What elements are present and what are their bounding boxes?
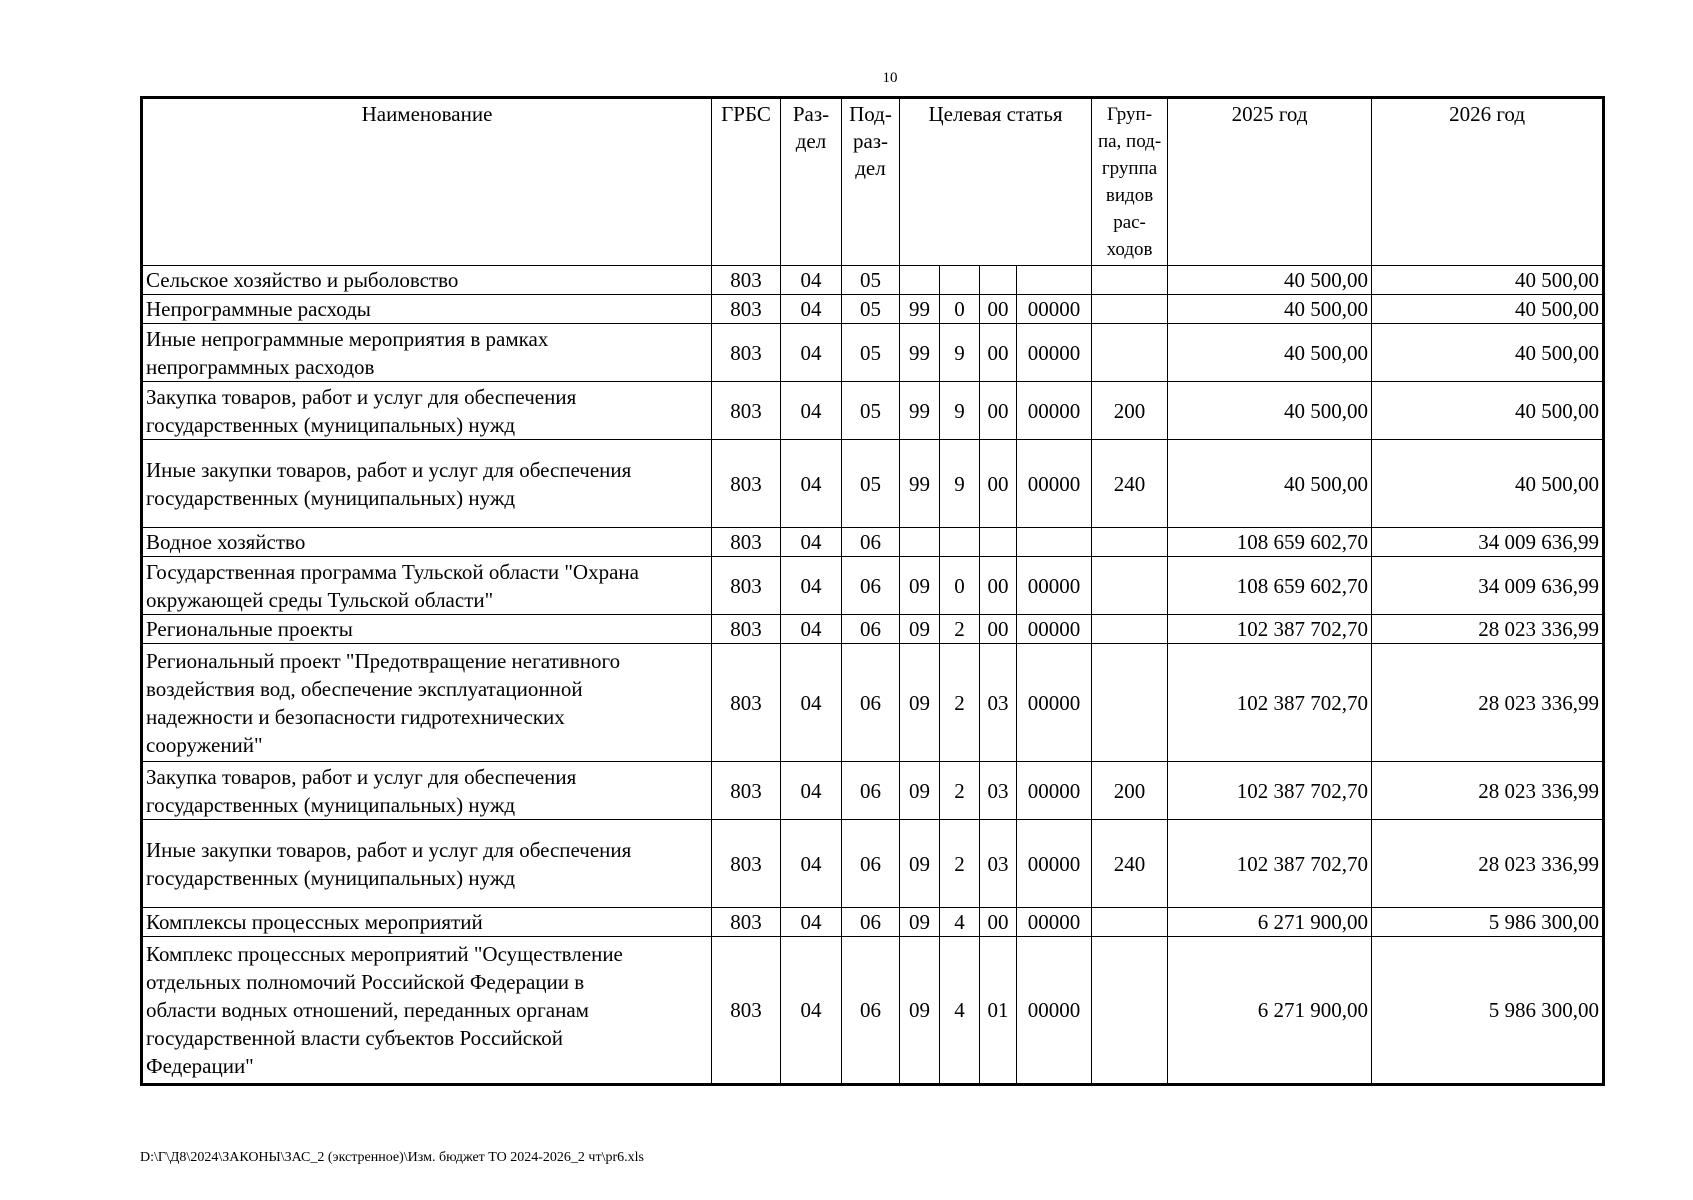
row-target-event: 00	[980, 908, 1017, 937]
row-grbs: 803	[712, 440, 781, 528]
row-podrazdel: 06	[842, 615, 900, 644]
row-razdel: 04	[781, 440, 842, 528]
row-podrazdel: 05	[842, 295, 900, 324]
row-amount-2026: 34 009 636,99	[1372, 528, 1604, 557]
row-podrazdel: 06	[842, 644, 900, 762]
row-amount-2025: 40 500,00	[1168, 295, 1372, 324]
row-name: Закупка товаров, работ и услуг для обеспечения государственных (муниципальных) нужд	[142, 382, 712, 440]
table-row	[142, 615, 1604, 644]
row-target-program: 99	[900, 295, 940, 324]
row-amount-2026: 40 500,00	[1372, 266, 1604, 295]
table-row	[142, 528, 1604, 557]
row-amount-2025: 40 500,00	[1168, 266, 1372, 295]
row-name: Иные закупки товаров, работ и услуг для обеспечения государственных (муниципальных) нужд	[142, 820, 712, 908]
row-grbs: 803	[712, 644, 781, 762]
row-amount-2026: 28 023 336,99	[1372, 615, 1604, 644]
row-razdel: 04	[781, 908, 842, 937]
row-expense-group	[1092, 324, 1168, 382]
row-expense-group: 200	[1092, 762, 1168, 820]
row-target-program: 99	[900, 382, 940, 440]
table-row	[142, 295, 1604, 324]
row-target-program: 09	[900, 908, 940, 937]
table-row	[142, 324, 1604, 382]
row-podrazdel: 06	[842, 528, 900, 557]
row-target-direction: 00000	[1017, 644, 1092, 762]
row-grbs: 803	[712, 908, 781, 937]
row-grbs: 803	[712, 820, 781, 908]
row-razdel: 04	[781, 528, 842, 557]
row-expense-group	[1092, 644, 1168, 762]
row-amount-2026: 28 023 336,99	[1372, 820, 1604, 908]
row-amount-2026: 5 986 300,00	[1372, 937, 1604, 1085]
row-expense-group	[1092, 615, 1168, 644]
row-podrazdel: 06	[842, 908, 900, 937]
row-name: Иные закупки товаров, работ и услуг для обеспечения государственных (муниципальных) нужд	[142, 440, 712, 528]
row-grbs: 803	[712, 937, 781, 1085]
row-target-subprogram: 2	[940, 820, 980, 908]
row-target-program: 99	[900, 440, 940, 528]
row-expense-group	[1092, 937, 1168, 1085]
row-target-event	[980, 266, 1017, 295]
table-row	[142, 820, 1604, 908]
row-target-event: 00	[980, 324, 1017, 382]
row-razdel: 04	[781, 615, 842, 644]
row-podrazdel: 05	[842, 266, 900, 295]
row-expense-group: 240	[1092, 440, 1168, 528]
row-name: Непрограммные расходы	[142, 295, 712, 324]
row-podrazdel: 06	[842, 557, 900, 615]
row-grbs: 803	[712, 295, 781, 324]
row-target-event: 00	[980, 615, 1017, 644]
row-amount-2026: 28 023 336,99	[1372, 762, 1604, 820]
row-target-event: 00	[980, 557, 1017, 615]
row-target-event: 03	[980, 820, 1017, 908]
row-amount-2026: 34 009 636,99	[1372, 557, 1604, 615]
row-target-program: 09	[900, 615, 940, 644]
row-target-direction	[1017, 266, 1092, 295]
row-target-direction: 00000	[1017, 615, 1092, 644]
row-target-subprogram: 2	[940, 762, 980, 820]
table-header-row	[142, 98, 1604, 266]
row-target-subprogram: 0	[940, 557, 980, 615]
row-amount-2025: 6 271 900,00	[1168, 908, 1372, 937]
row-target-direction: 00000	[1017, 440, 1092, 528]
row-expense-group	[1092, 557, 1168, 615]
row-razdel: 04	[781, 644, 842, 762]
header-expense-group: Груп- па, под- группа видов рас- ходов	[1092, 98, 1168, 266]
row-expense-group	[1092, 908, 1168, 937]
row-name: Иные непрограммные мероприятия в рамках непрограммных расходов	[142, 324, 712, 382]
row-target-event: 00	[980, 440, 1017, 528]
row-podrazdel: 06	[842, 937, 900, 1085]
row-amount-2025: 102 387 702,70	[1168, 615, 1372, 644]
table-row	[142, 762, 1604, 820]
row-razdel: 04	[781, 266, 842, 295]
budget-table	[140, 96, 1605, 1086]
file-path-footer: D:\Г\Д8\2024\ЗАКОНЫ\ЗАС_2 (экстренное)\Изм. бюджет ТО 2024-2026_2 чт\pr6.xls	[140, 1150, 644, 1165]
row-target-program: 09	[900, 820, 940, 908]
row-target-event: 01	[980, 937, 1017, 1085]
row-target-subprogram	[940, 266, 980, 295]
row-expense-group: 240	[1092, 820, 1168, 908]
row-razdel: 04	[781, 324, 842, 382]
table-row	[142, 937, 1604, 1085]
row-amount-2026: 40 500,00	[1372, 295, 1604, 324]
row-target-subprogram: 2	[940, 615, 980, 644]
row-podrazdel: 05	[842, 382, 900, 440]
row-target-subprogram	[940, 528, 980, 557]
row-name: Региональный проект "Предотвращение негативного воздействия вод, обеспечение эксплуатационной надежности и безопасности гидротехнических сооружений"	[142, 644, 712, 762]
row-razdel: 04	[781, 820, 842, 908]
row-target-event: 00	[980, 295, 1017, 324]
row-grbs: 803	[712, 557, 781, 615]
row-amount-2025: 40 500,00	[1168, 324, 1372, 382]
row-target-subprogram: 9	[940, 324, 980, 382]
row-target-subprogram: 9	[940, 382, 980, 440]
row-grbs: 803	[712, 615, 781, 644]
row-target-event: 03	[980, 762, 1017, 820]
row-grbs: 803	[712, 324, 781, 382]
row-name: Водное хозяйство	[142, 528, 712, 557]
row-razdel: 04	[781, 295, 842, 324]
row-target-direction: 00000	[1017, 908, 1092, 937]
table-row	[142, 908, 1604, 937]
row-target-subprogram: 0	[940, 295, 980, 324]
header-2026: 2026 год	[1372, 98, 1604, 266]
row-target-direction: 00000	[1017, 382, 1092, 440]
row-grbs: 803	[712, 266, 781, 295]
header-target-article: Целевая статья	[900, 98, 1092, 266]
row-razdel: 04	[781, 937, 842, 1085]
page-number: 10	[882, 70, 898, 86]
row-target-direction: 00000	[1017, 937, 1092, 1085]
row-name: Государственная программа Тульской области "Охрана окружающей среды Тульской области"	[142, 557, 712, 615]
row-amount-2026: 40 500,00	[1372, 440, 1604, 528]
row-grbs: 803	[712, 528, 781, 557]
row-name: Комплекс процессных мероприятий "Осуществление отдельных полномочий Российской Федерации в области водных отношений, переданных органам государственной власти субъектов Российской Федерации"	[142, 937, 712, 1085]
row-target-direction: 00000	[1017, 295, 1092, 324]
row-target-subprogram: 4	[940, 908, 980, 937]
row-target-direction: 00000	[1017, 820, 1092, 908]
header-grbs: ГРБС	[712, 98, 781, 266]
header-2025: 2025 год	[1168, 98, 1372, 266]
table-row	[142, 440, 1604, 528]
row-target-program: 09	[900, 937, 940, 1085]
row-expense-group	[1092, 295, 1168, 324]
row-target-program: 09	[900, 557, 940, 615]
table-row	[142, 382, 1604, 440]
row-amount-2025: 6 271 900,00	[1168, 937, 1372, 1085]
row-grbs: 803	[712, 762, 781, 820]
row-podrazdel: 05	[842, 440, 900, 528]
row-target-program: 09	[900, 644, 940, 762]
row-expense-group	[1092, 266, 1168, 295]
row-amount-2025: 108 659 602,70	[1168, 528, 1372, 557]
header-podrazdel: Под- раз- дел	[842, 98, 900, 266]
row-name: Сельское хозяйство и рыболовство	[142, 266, 712, 295]
row-name: Закупка товаров, работ и услуг для обеспечения государственных (муниципальных) нужд	[142, 762, 712, 820]
row-razdel: 04	[781, 762, 842, 820]
row-amount-2026: 40 500,00	[1372, 382, 1604, 440]
row-grbs: 803	[712, 382, 781, 440]
row-name: Комплексы процессных мероприятий	[142, 908, 712, 937]
row-razdel: 04	[781, 557, 842, 615]
row-target-event	[980, 528, 1017, 557]
row-name: Региональные проекты	[142, 615, 712, 644]
header-name: Наименование	[142, 98, 712, 266]
row-amount-2025: 108 659 602,70	[1168, 557, 1372, 615]
row-amount-2026: 40 500,00	[1372, 324, 1604, 382]
row-podrazdel: 06	[842, 762, 900, 820]
row-podrazdel: 05	[842, 324, 900, 382]
row-target-program	[900, 266, 940, 295]
row-target-subprogram: 4	[940, 937, 980, 1085]
row-razdel: 04	[781, 382, 842, 440]
row-amount-2026: 5 986 300,00	[1372, 908, 1604, 937]
table-row	[142, 266, 1604, 295]
row-target-direction: 00000	[1017, 762, 1092, 820]
row-amount-2026: 28 023 336,99	[1372, 644, 1604, 762]
table-row	[142, 557, 1604, 615]
row-target-event: 03	[980, 644, 1017, 762]
row-amount-2025: 102 387 702,70	[1168, 820, 1372, 908]
row-target-event: 00	[980, 382, 1017, 440]
row-amount-2025: 102 387 702,70	[1168, 644, 1372, 762]
row-target-program	[900, 528, 940, 557]
row-target-direction: 00000	[1017, 557, 1092, 615]
row-target-subprogram: 2	[940, 644, 980, 762]
row-target-subprogram: 9	[940, 440, 980, 528]
row-target-direction: 00000	[1017, 324, 1092, 382]
row-amount-2025: 40 500,00	[1168, 382, 1372, 440]
table-row	[142, 644, 1604, 762]
row-amount-2025: 102 387 702,70	[1168, 762, 1372, 820]
row-target-program: 99	[900, 324, 940, 382]
row-expense-group: 200	[1092, 382, 1168, 440]
row-target-program: 09	[900, 762, 940, 820]
row-target-direction	[1017, 528, 1092, 557]
row-amount-2025: 40 500,00	[1168, 440, 1372, 528]
row-podrazdel: 06	[842, 820, 900, 908]
header-razdel: Раз- дел	[781, 98, 842, 266]
row-expense-group	[1092, 528, 1168, 557]
